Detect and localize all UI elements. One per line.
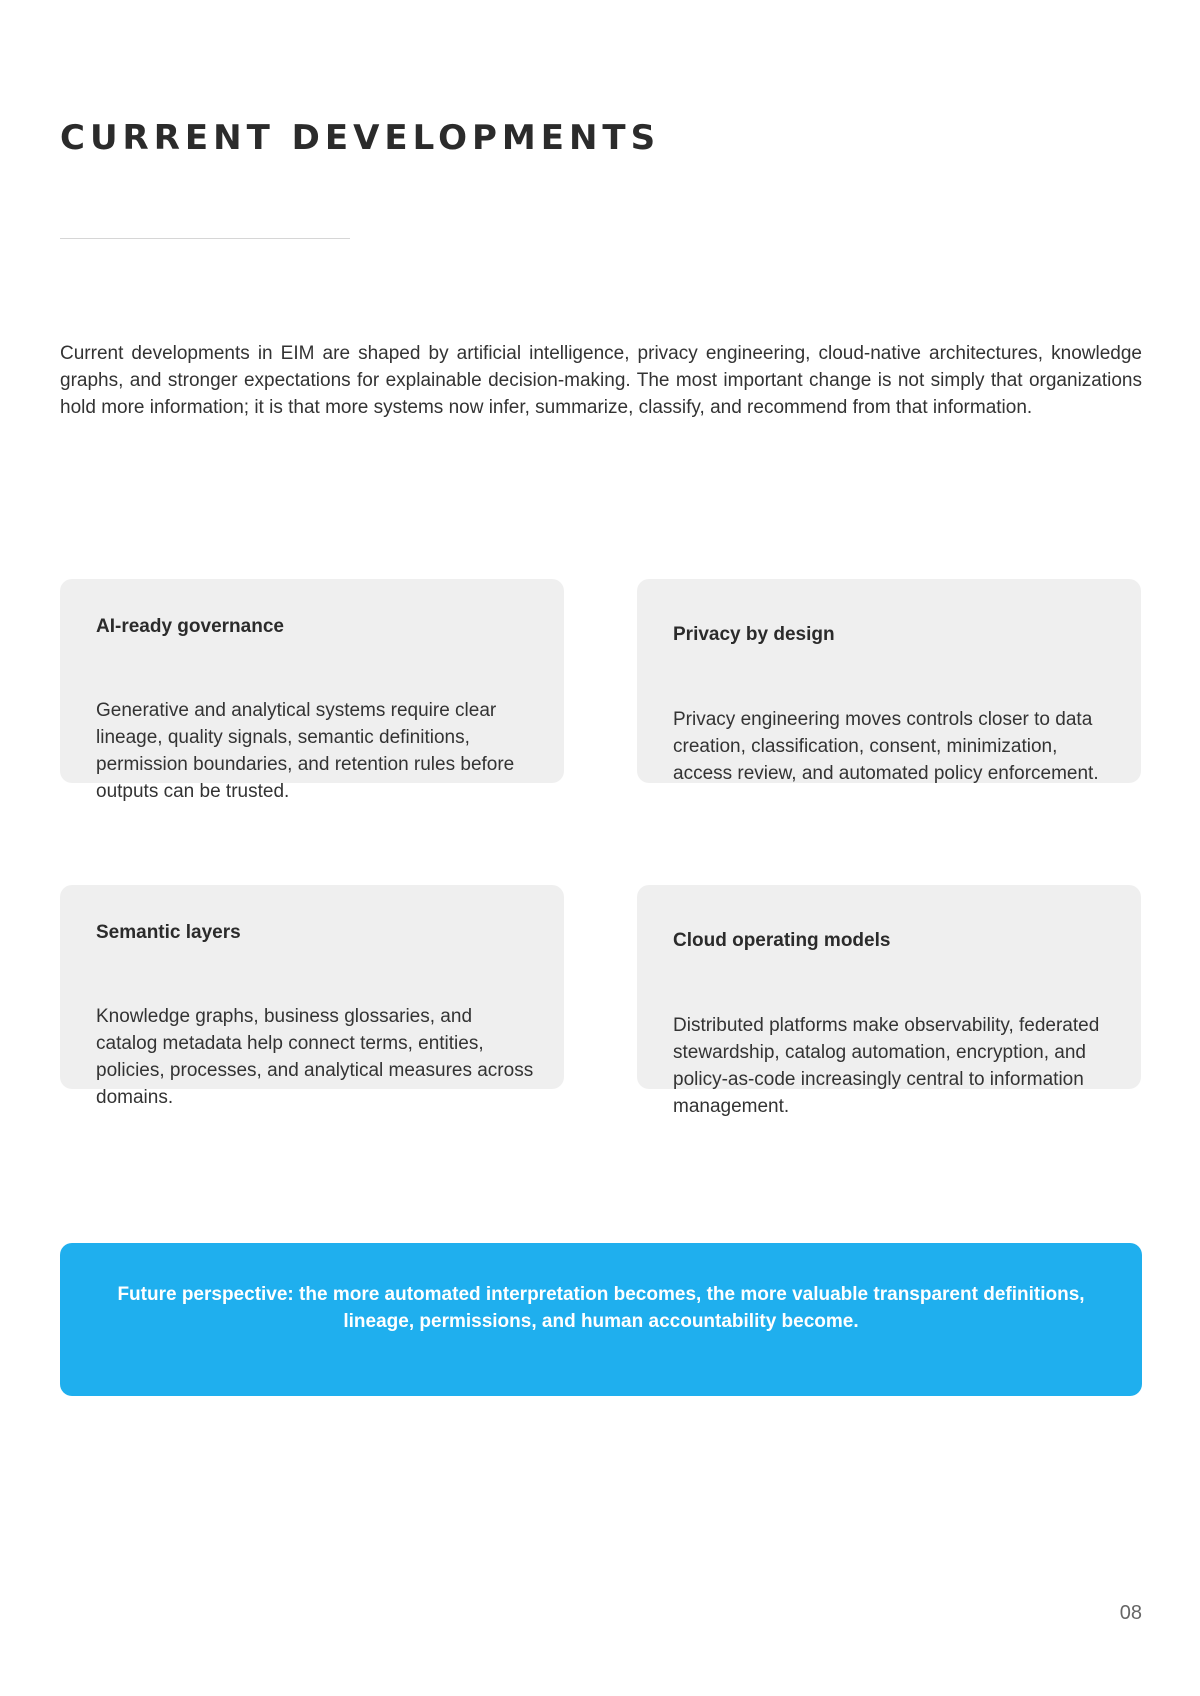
intro-paragraph: Current developments in EIM are shaped by artificial intelligence, privacy engineering, cloud-native architectures, knowledge graphs, and stronger expectations for explainable decision-making. The most important change is not simply that organizations hold more information; it is that more systems now infer, summarize, classify, and recommend from that information. — [60, 343, 1142, 418]
card-title: Semantic layers — [96, 922, 241, 943]
future-perspective-callout — [60, 1243, 1142, 1396]
callout-text: Future perspective: the more automated interpretation becomes, the more valuable transparent definitions, lineage, permissions, and human accountability become. — [117, 1284, 1085, 1332]
card-title: AI-ready governance — [96, 616, 284, 637]
page-title: CURRENT DEVELOPMENTS — [60, 118, 661, 158]
card-body: Generative and analytical systems require clear lineage, quality signals, semantic definitions, permission boundaries, and retention rules before outputs can be trusted. — [96, 700, 515, 802]
card-body: Privacy engineering moves controls closer to data creation, classification, consent, minimization, access review, and automated policy enforcement. — [673, 709, 1099, 784]
card-body: Knowledge graphs, business glossaries, and catalog metadata help connect terms, entities, policies, processes, and analytical measures across domains. — [96, 1006, 534, 1108]
card-body: Distributed platforms make observability, federated stewardship, catalog automation, encryption, and policy-as-code increasingly central to information management. — [673, 1015, 1100, 1117]
card-title: Cloud operating models — [673, 930, 891, 951]
page-number: 08 — [1119, 1602, 1142, 1624]
title-divider — [60, 238, 350, 239]
card-title: Privacy by design — [673, 624, 835, 645]
